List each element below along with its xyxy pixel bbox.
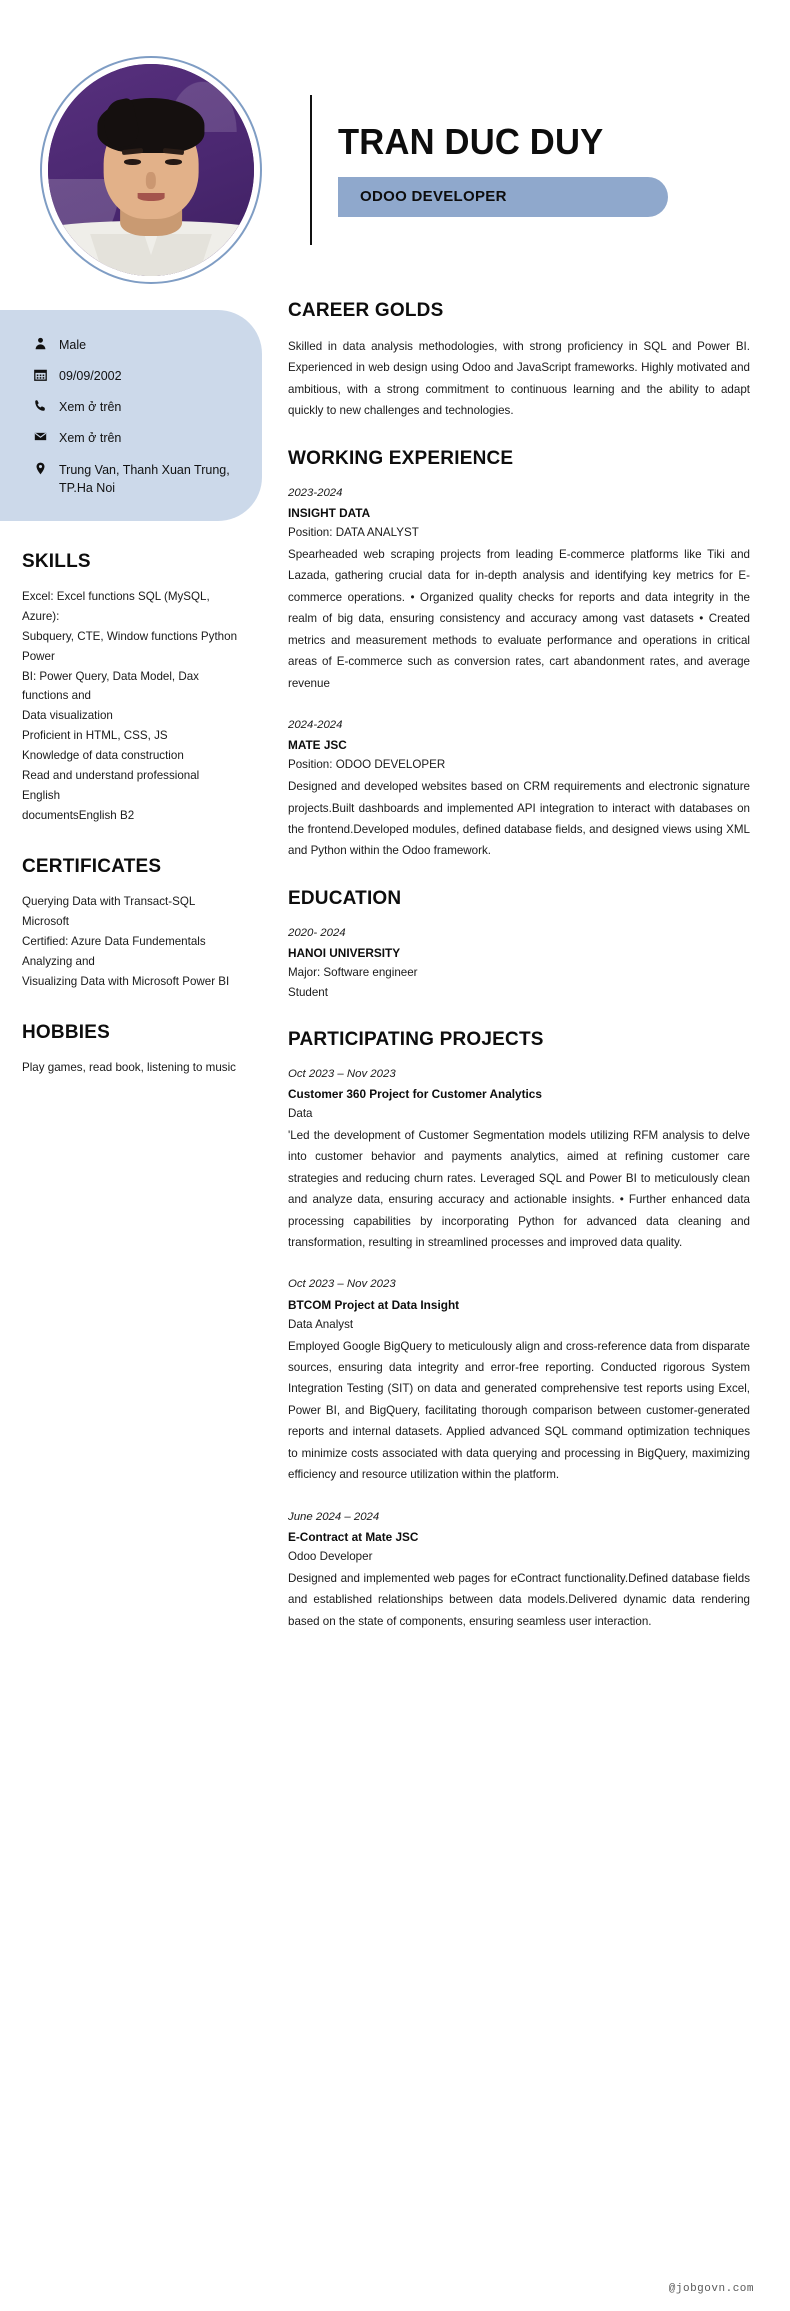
section-projects xyxy=(288,1029,750,1632)
experience-company: INSIGHT DATA xyxy=(288,506,371,521)
resume-body xyxy=(0,300,790,1658)
phone-icon xyxy=(30,398,50,412)
section-certificates xyxy=(22,856,240,992)
contact-item-address xyxy=(30,461,244,497)
footer-watermark: @jobgovn.com xyxy=(668,2283,754,2295)
envelope-icon xyxy=(30,429,50,443)
project-entry xyxy=(288,1508,750,1632)
contact-phone-text: Xem ở trên xyxy=(59,400,122,415)
education-date: 2020- 2024 xyxy=(288,926,346,939)
project-title: Customer 360 Project for Customer Analytics xyxy=(288,1087,542,1102)
section-education xyxy=(288,888,750,1003)
career-goals-heading: CAREER GOLDS xyxy=(288,300,444,321)
candidate-name: TRAN DUC DUY xyxy=(338,121,604,163)
experience-date: 2024-2024 xyxy=(288,718,343,731)
skills-line: Proficient in HTML, CSS, JS xyxy=(22,729,168,743)
section-skills xyxy=(22,551,240,826)
project-date: Oct 2023 – Nov 2023 xyxy=(288,1067,396,1080)
experience-entry xyxy=(288,484,750,694)
certificates-heading: CERTIFICATES xyxy=(22,856,162,877)
education-status: Student xyxy=(288,985,328,999)
calendar-icon xyxy=(30,367,50,381)
contact-address-text: Trung Van, Thanh Xuan Trung, TP.Ha Noi xyxy=(59,462,230,495)
experience-description: Designed and developed websites based on CRM requirements and electronic signature projects.Built dashboards and implemented API integration to interact with databases on the frontend.Developed modules, defined database fields, and designed views using XML and Python within the Odoo framework. xyxy=(288,780,750,858)
contact-gender-text: Male xyxy=(59,338,87,352)
contact-item-gender xyxy=(30,336,244,354)
project-description: 'Led the development of Customer Segmentation models utilizing RFM analysis to delve into customer behavior and payments analytics, aimed at refining customer care strategies and reducing churn rates. Leveraged SQL and Power BI to meticulously clean and analyze data, ensuring accuracy and actionable insights. • Further enhanced data processing capabilities by incorporating Python for advanced data cleaning and transformation, resulting in streamlined processes and improved data quality. xyxy=(288,1128,750,1250)
skills-line: Excel: Excel functions SQL (MySQL, Azure): xyxy=(22,589,210,623)
section-career-goals xyxy=(288,300,750,422)
experience-date: 2023-2024 xyxy=(288,486,343,499)
project-role: Data xyxy=(288,1107,313,1121)
sidebar-column xyxy=(0,300,262,1078)
skills-line: documentsEnglish B2 xyxy=(22,809,135,823)
project-description: Employed Google BigQuery to meticulously align and cross-reference data from disparate sources, ensuring data integrity and error-free reporting. Conducted rigorous System Integration Testing (SIT) on data and generated comprehensive test reports using Excel, Power BI, and BigQuery, facilitating thorough comparison between customer-generated reports and internal datasets. Applied advanced SQL command optimization techniques to minimize costs associated with data querying and processing in BigQuery, maximizing efficiency and resource utilization within the platform. xyxy=(288,1339,750,1482)
location-pin-icon xyxy=(30,461,50,475)
contact-item-email xyxy=(30,429,244,447)
skills-line: BI: Power Query, Data Model, Dax functions and xyxy=(22,669,199,703)
career-goals-text: Skilled in data analysis methodologies, with strong proficiency in SQL and Power BI. Experienced in web design using Odoo and JavaScript frameworks. Highly motivated and ambitious, with a strong commitment to continuous learning and the ability to adapt quickly to new challenges and technologies. xyxy=(288,340,750,418)
skills-line: Subquery, CTE, Window functions Python Power xyxy=(22,629,238,663)
working-experience-heading: WORKING EXPERIENCE xyxy=(288,447,514,469)
contact-item-phone xyxy=(30,398,244,416)
person-icon xyxy=(30,336,50,350)
project-date: June 2024 – 2024 xyxy=(288,1510,380,1523)
experience-entry xyxy=(288,716,750,862)
experience-position: Position: ODOO DEVELOPER xyxy=(288,758,446,772)
project-role: Data Analyst xyxy=(288,1317,354,1331)
section-working-experience xyxy=(288,448,750,862)
contact-email-text: Xem ở trên xyxy=(59,431,122,446)
certificate-line: Visualizing Data with Microsoft Power BI xyxy=(22,974,230,988)
avatar xyxy=(40,55,262,285)
education-entry xyxy=(288,924,750,1003)
experience-company: MATE JSC xyxy=(288,738,347,753)
certificate-line: Certified: Azure Data Fundementals Analyzing and xyxy=(22,934,206,968)
portrait-photo xyxy=(48,64,254,276)
projects-heading: PARTICIPATING PROJECTS xyxy=(288,1028,544,1050)
section-hobbies xyxy=(22,1022,240,1078)
certificates-list xyxy=(22,892,240,992)
contact-birthdate-text: 09/09/2002 xyxy=(59,369,122,384)
contact-item-birthdate xyxy=(30,367,244,385)
experience-description: Spearheaded web scraping projects from leading E-commerce platforms like Tiki and Lazada, gathering crucial data for in-depth analysis and identifying key metrics for E-commerce operations. • Organized quality checks for reports and data integrity in the realm of big data, ensuring consistency and accuracy among vast datasets • Created metrics and measurement methods to evaluate performance and operations in critical areas of E-commerce such as conversion rates, cart abandonment rates, and average revenue xyxy=(288,547,750,690)
header-text-block xyxy=(310,95,750,245)
hobbies-heading: HOBBIES xyxy=(22,1021,110,1043)
contact-card xyxy=(0,310,262,521)
education-major: Major: Software engineer xyxy=(288,966,418,980)
job-title-label: ODOO DEVELOPER xyxy=(360,188,507,206)
education-heading: EDUCATION xyxy=(288,887,402,909)
experience-position: Position: DATA ANALYST xyxy=(288,526,419,540)
hobby-line: Play games, read book, listening to music xyxy=(22,1060,236,1074)
skills-line: Knowledge of data construction xyxy=(22,749,184,763)
project-title: E-Contract at Mate JSC xyxy=(288,1530,419,1545)
education-school: HANOI UNIVERSITY xyxy=(288,946,401,961)
job-title-badge xyxy=(338,177,668,217)
avatar-frame xyxy=(40,56,262,284)
certificate-line: Querying Data with Transact-SQL Microsoft xyxy=(22,895,195,928)
project-title: BTCOM Project at Data Insight xyxy=(288,1297,460,1312)
project-date: Oct 2023 – Nov 2023 xyxy=(288,1278,396,1291)
skills-list xyxy=(22,587,240,826)
project-description: Designed and implemented web pages for eContract functionality.Defined database fields and established relationships between data models.Delivered dynamic data rendering based on the state of components, ensuring seamless user interaction. xyxy=(288,1571,750,1628)
skills-line: Read and understand professional English xyxy=(22,769,200,803)
project-entry xyxy=(288,1275,750,1485)
hobbies-list xyxy=(22,1058,240,1078)
project-role: Odoo Developer xyxy=(288,1550,373,1564)
skills-heading: SKILLS xyxy=(22,550,91,572)
main-column xyxy=(262,300,790,1658)
project-entry xyxy=(288,1065,750,1254)
skills-line: Data visualization xyxy=(22,709,113,723)
header-divider-rule xyxy=(310,95,312,245)
resume-header xyxy=(0,0,790,300)
